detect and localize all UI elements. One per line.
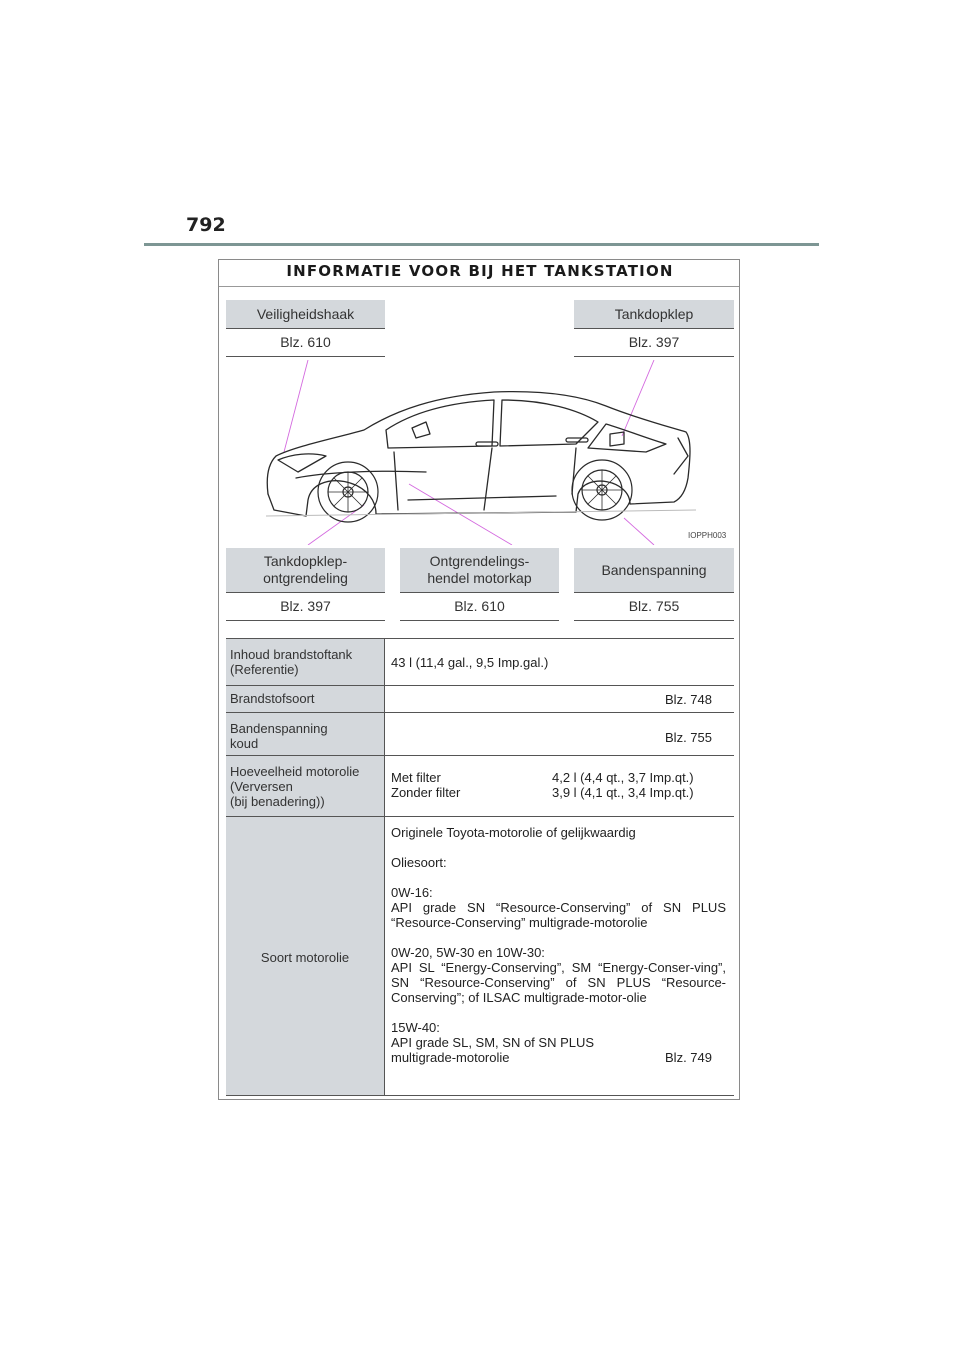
with-filter-label: Met filter (391, 770, 441, 785)
label-tankdopklep: Tankdopklep (574, 300, 734, 329)
oil-type-p5: 15W-40: API grade SL, SM, SN of SN PLUS (391, 1020, 595, 1050)
ref-veiligheidshaak[interactable]: Blz. 610 (226, 329, 385, 357)
fuel-capacity-label: Inhoud brandstoftank (Referentie) (226, 639, 385, 685)
page-number: 792 (186, 214, 226, 236)
box-title: INFORMATIE VOOR BIJ HET TANKSTATION (286, 262, 674, 280)
tire-pressure-label: Bandenspanning koud (226, 713, 385, 755)
fuel-type-label: Brandstofsoort (226, 686, 385, 712)
label-tankdopklep-ontgrendeling: Tankdopklep- ontgrendeling (226, 548, 385, 593)
table-row-fuel-type (226, 686, 734, 713)
title-rule (219, 286, 739, 287)
table-row-fuel-capacity (226, 639, 734, 686)
fuel-type-ref[interactable]: Blz. 748 (665, 691, 712, 707)
oil-type-text (385, 817, 734, 1095)
oil-type-p1: Originele Toyota-motorolie of gelijkwaardig (391, 825, 636, 840)
without-filter-label: Zonder filter (391, 785, 461, 800)
oil-type-last-left: multigrade-motorolie (391, 1050, 510, 1065)
oil-type-p2: Oliesoort: (391, 855, 447, 870)
spec-table (226, 638, 734, 1096)
oil-type-p4: 0W-20, 5W-30 en 10W-30: API SL “Energy-Conserving”, SM “Energy-Conser-ving”, SN “Resource-Conserving” of SN PLUS “Resource-Conserving”; of ILSAC multigrade-motor-olie (391, 945, 726, 1005)
oil-with-filter (391, 770, 728, 785)
oil-quantity-label: Hoeveelheid motorolie (Verversen (bij benadering)) (226, 756, 385, 816)
with-filter-value: 4,2 l (4,4 qt., 3,7 Imp.qt.) (552, 770, 694, 785)
oil-without-filter (391, 785, 728, 800)
oil-type-ref[interactable]: Blz. 749 (665, 1050, 712, 1065)
ref-ontgrendelingshendel-motorkap[interactable]: Blz. 610 (400, 593, 559, 621)
car-illustration (226, 360, 734, 545)
fuel-capacity-value: 43 l (11,4 gal., 9,5 Imp.gal.) (391, 654, 549, 670)
without-filter-value: 3,9 l (4,1 qt., 3,4 Imp.qt.) (552, 785, 694, 800)
table-row-tire-pressure (226, 713, 734, 756)
ref-bandenspanning[interactable]: Blz. 755 (574, 593, 734, 621)
table-row-oil-type (226, 817, 734, 1096)
header-rule (144, 243, 819, 246)
label-bandenspanning: Bandenspanning (574, 548, 734, 593)
ref-tankdopklep-ontgrendeling[interactable]: Blz. 397 (226, 593, 385, 621)
oil-type-last-line (391, 1050, 726, 1065)
oil-type-p3: 0W-16: API grade SN “Resource-Conserving” of SN PLUS “Resource-Conserving” multigrade-motorolie (391, 885, 726, 930)
label-veiligheidshaak: Veiligheidshaak (226, 300, 385, 329)
table-row-oil-quantity (226, 756, 734, 817)
tire-pressure-ref[interactable]: Blz. 755 (665, 729, 712, 745)
oil-type-label: Soort motorolie (226, 817, 385, 1095)
ref-tankdopklep[interactable]: Blz. 397 (574, 329, 734, 357)
oil-quantity-values (385, 756, 734, 816)
image-code: IOPPH003 (688, 531, 727, 540)
label-ontgrendelingshendel-motorkap: Ontgrendelings- hendel motorkap (400, 548, 559, 593)
